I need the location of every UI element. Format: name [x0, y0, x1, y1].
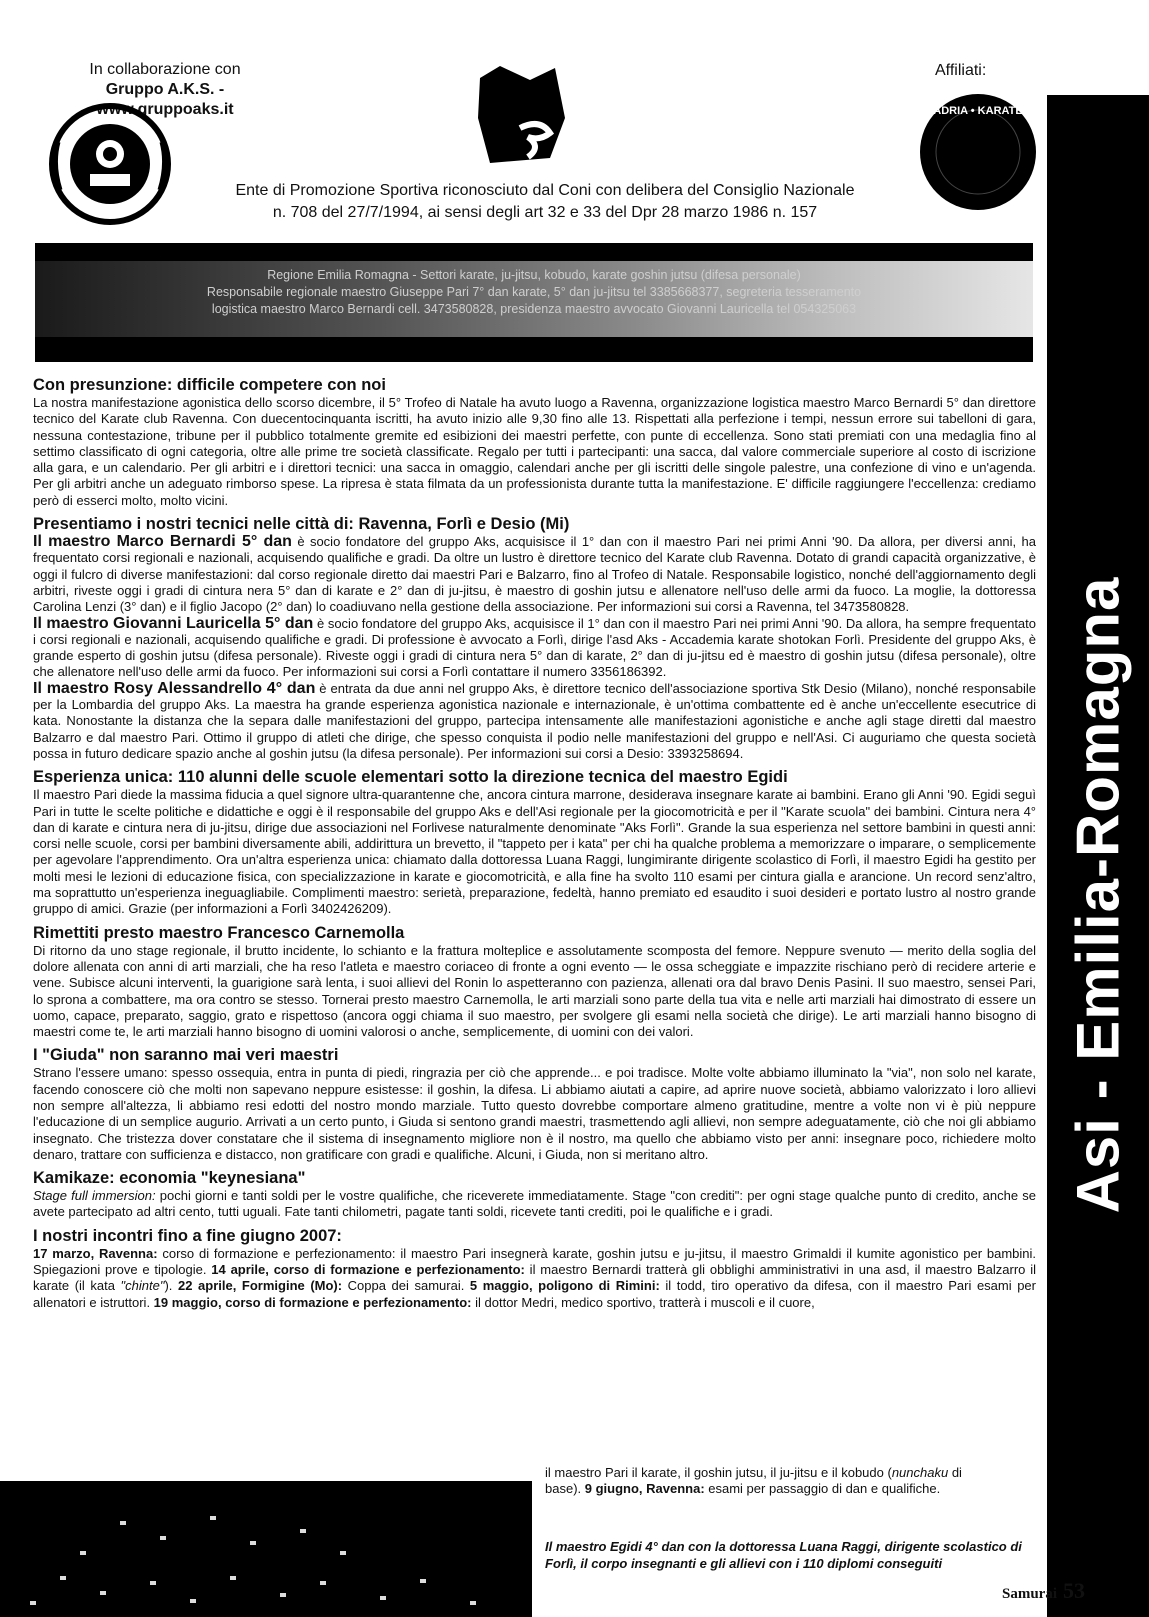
- fist-logo: [470, 58, 580, 168]
- event-1-date: 17 marzo, Ravenna:: [33, 1245, 158, 1261]
- section-title-esperienza: Esperienza unica: 110 alunni delle scuole elementari sotto la direzione tecnica del maestro Egidi: [33, 768, 788, 787]
- tail-line-1-text: il maestro Pari il karate, il goshin jutsu, il ju-jitsu e il kobudo (: [545, 1465, 892, 1480]
- page-footer: [1002, 1578, 1085, 1604]
- event-3-date: 22 aprile, Formigine (Mo):: [178, 1278, 343, 1294]
- section-text-kamikaze: [33, 1188, 1036, 1221]
- article-body: [33, 370, 1036, 1311]
- federation-logo: [918, 92, 1038, 212]
- banner-line-2: Responsabile regionale maestro Giuseppe Pari 7° dan karate, 5° dan ju-jitsu tel 3385668377, segreteria tesseramento: [206, 285, 862, 299]
- section-text-carnemolla: Di ritorno da uno stage regionale, il brutto incidente, lo schianto e la frattura molteplice e assolutamente scomposta del femore. Neppure svenuto — merito della soglia del dolore allenata con anni di arti marziali, che ha reso l'atleta e maestro coriaceo di fronte a ogni evento — le ossa scheggiate e impazzite rischiano però di recidere arterie e vene. Subisce alcuni interventi, la guarigione sarà lenta, i suoi allievi del Ronin lo aspetteranno con pazienza, allenati ora dal bravo Denis Pasini. Il suo maestro, sensei Pari, lo sprona a combattere, ma ora contro se stesso. Tornerai presto maestro Carnemolla, le arti marziali sono parte della tua vita e nelle arti marziali hai dimostrato di essere un uomo, capace, preparato, saggio, grato e rispettoso (ancora oggi chiama il suo maestro, per svolgere gli esami nella società che dirige). Le arti marziali hanno bisogno di maestri come te, le arti marziali hanno bisogno di uomini valorosi o anche, semplicemente, di uomini con dei valori.: [33, 942, 1036, 1040]
- events-tail-line-2: [545, 1481, 1035, 1497]
- bio-bernardi: [33, 534, 1036, 615]
- ente-line-1: Ente di Promozione Sportiva riconosciuto dal Coni con delibera del Consiglio Nazionale: [235, 182, 855, 199]
- section-text-presunzione: La nostra manifestazione agonistica dello scorso dicembre, il 5° Trofeo di Natale ha avuto luogo a Ravenna, organizzazione logistica maestro Marco Bernardi 5° dan direttore tecnico del Karate club Ravenna. Con duecentocinquanta iscritti, ha avuto inizio alle 9,30 fino alle 13. Rispettati alla perfezione i tempi, nessun errore sui tabelloni di gara, nessuna contestazione, tribune per il pubblico totalmente gremite ed esibizioni dei maestri perfette, con punte di eccellenza. Sono stati premiati con una medaglia fino al settimo classificato di ogni categoria, oltre alle prime tre società classificate. Regalo per tutti i partecipanti: una sacca, dal valore commerciale superiore al costo di iscrizione alla gara, e un calendario. Per gli arbitri e i direttori tecnici: una sacca in omaggio, calendari anche per gli iscritti delle singole palestre, una confezione di vino e un'agenda. Per gli arbitri anche un adeguato rimborso spese. La ripresa è stata filmata da un professionista durante tutta la manifestazione. E' difficile raggiungere l'eccellenza: crediamo però di esserci molto, molto vicini.: [33, 395, 1036, 508]
- section-title-carnemolla: Rimettiti presto maestro Francesco Carnemolla: [33, 923, 405, 942]
- region-banner: [35, 261, 1033, 337]
- event-2-kata: "chinte": [120, 1278, 165, 1294]
- section-title-giuda: I "Giuda" non saranno mai veri maestri: [33, 1046, 339, 1065]
- banner-line-1: Regione Emilia Romagna - Settori karate, ju-jitsu, kobudo, karate goshin jutsu (difesa personale): [267, 268, 801, 282]
- banner-line-3: logistica maestro Marco Bernardi cell. 3473580828, presidenza maestro avvocato Giovanni Lauricella tel 054325063: [211, 302, 857, 316]
- banner-bottom-rule: [35, 337, 1033, 362]
- bio-bernardi-text: è socio fondatore del gruppo Aks, acquisisce il 1° dan con il maestro Pari nei primi Anni '90. Da allora, per diversi anni, ha frequentato corsi regionali e nazionali, acquisendo qualifiche e gradi. Da oltre un lustro è direttore tecnico del Karate club Ravenna. Dotato di grandi capacità organizzative, è oggi il fulcro di diverse manifestazioni: dal corso regionale diretto dai maestri Pari e Balzarro, fino al Trofeo di Natale. Responsabile logistico, nonché dell'aggiornamento degli arbitri, riveste oggi i gradi di cintura nera 5° dan di karate e 2° dan di ju-jitsu, è maestro di goshin jutsu e allenatore nell'uso delle armi da fuoco. La moglie, la dottoressa Carolina Lenzi (3° dan) e il figlio Jacopo (2° dan) lo coadiuvano nella gestione della associazione. Per informazioni sui corsi a Ravenna, tel 3473580828.: [33, 534, 1037, 615]
- bio-alessandrello-name: Il maestro Rosy Alessandrello 4° dan: [33, 679, 316, 697]
- bio-lauricella: [33, 616, 1036, 681]
- page-number: 53: [1063, 1578, 1086, 1603]
- svg-text:ADRIA • KARATE: ADRIA • KARATE: [933, 105, 1023, 117]
- collab-line-1: In collaborazione con: [89, 61, 241, 78]
- event-1-text: corso di formazione e perfezionamento: il maestro Pari insegnerà karate, goshin jutsu e ju-jitsu, il maestro Grimaldi il kumite agonistico per bambini. Spiegazioni prove e tipologie.: [33, 1245, 1037, 1278]
- magazine-name: Samurai: [1002, 1586, 1058, 1602]
- event-4-date: 5 maggio, poligono di Rimini:: [469, 1278, 660, 1294]
- event-6-date: 9 giugno, Ravenna:: [584, 1481, 705, 1497]
- event-6-text: esami per passaggio di dan e qualifiche.: [704, 1481, 941, 1497]
- event-3-text: Coppa dei samurai.: [342, 1278, 470, 1294]
- tail-line-2-text: base).: [545, 1481, 585, 1497]
- aks-logo: [48, 102, 172, 226]
- kamikaze-lead: Stage full immersion:: [33, 1188, 156, 1204]
- section-text-giuda: Strano l'essere umano: spesso ossequia, entra in punta di piedi, ringrazia per ciò che apprende... e poi tradisce. Molte volte abbiamo illuminato la "via", non solo nel karate, facendo conoscere ciò che molti non sapevano neppure esistesse: il goshin, la difesa. Li abbiamo aiutati a capire, ad aprire nuove società, abbiamo valorizzato i loro allievi non sempre all'altezza, li abbiamo resi edotti del nostro mondo marziale. Tutto questo dovrebbe comportare almeno gratitudine, mentre a volte non vi è più neppure l'educazione di un semplice augurio. Arrivati a un certo punto, i Giuda si sentono grandi maestri, trasmettendo agli allievi, non sempre adeguatamente, ciò che noi gli abbiamo insegnato. Che tristezza dover constatare che il sistema di insegnamento migliore non è il nostro, ma quello che abbiamo visto per anni: insegnare poco, richiedere molto denaro, trattare con sufficienza e distacco, non gratificare con gradi e qualifiche. Alcuni, i Giuda, non si meritano altro.: [33, 1065, 1036, 1162]
- events-list: [33, 1246, 1036, 1311]
- bio-bernardi-name: Il maestro Marco Bernardi 5° dan: [33, 533, 292, 551]
- bio-lauricella-name: Il maestro Giovanni Lauricella 5° dan: [33, 614, 314, 632]
- ente-promotion-note: [195, 180, 895, 224]
- event-2-end: ).: [164, 1278, 178, 1294]
- tail-line-1-end: di: [948, 1465, 962, 1480]
- bio-lauricella-text: è socio fondatore del gruppo Aks, acquisisce il 1° dan con il maestro Pari nei primi Anni '90. Da allora, ha sempre frequentato i corsi regionali e nazionali, acquisendo qualifiche e gradi. Di professione è avvocato a Forlì, dirige l'asd Aks - Accademia karate shotokan Forlì. Presidente del gruppo Aks, è grande esperto di goshin jutsu (difesa personale). Riveste oggi i gradi di cintura nera 5° dan di karate, 2° dan di ju-jitsu ed è maestro di goshin jutsu (difesa personale), oltre che allenatore nell'uso delle armi da fuoco. Per informazioni sui corsi a Forlì contattare il numero 3356186392.: [33, 615, 1037, 680]
- banner-top-rule: [35, 243, 1033, 261]
- section-title-presunzione: Con presunzione: difficile competere con noi: [33, 376, 386, 394]
- event-5-text: il dottor Medri, medico sportivo, tratterà i muscoli e il cuore,: [471, 1294, 815, 1310]
- ente-line-2: n. 708 del 27/7/1994, ai sensi degli art 32 e 33 del Dpr 28 marzo 1986 n. 157: [272, 204, 818, 221]
- section-title-incontri: I nostri incontri fino a fine giugno 2007:: [33, 1226, 342, 1245]
- section-title-tecnici: Presentiamo i nostri tecnici nelle città di: Ravenna, Forlì e Desio (Mi): [33, 515, 570, 534]
- tail-nunchaku: nunchaku: [891, 1465, 949, 1480]
- section-text-esperienza: Il maestro Pari diede la massima fiducia a quel signore ultra-quarantenne che, ancora cintura marrone, desiderava insegnare karate ai bambini. Erano gli Anni '90. Egidi seguì Pari in tutte le scelte politiche e didattiche e oggi è il responsabile del gruppo Aks e dell'Asi regionale per la giocomotricità e per il "Karate scuola" dei bambini. Cintura nera 4° dan di karate e cintura nera di ju-jitsu, dirige due associazioni nel Forlivese naturalmente denominate "Aks Forlì". Grande la sua esperienza nel settore bambini in questi anni: corsi nelle scuole, corsi per bambini diversamente abili, addirittura un brevetto, il "tappeto per i kata" per chi ha qualche problema a memorizzare o imparare, o semplicemente per agevolare l'apprendimento. Ora un'altra esperienza unica: chiamato dalla dottoressa Luana Raggi, lungimirante dirigente scolastico di Forlì, il maestro Egidi ha gestito per molti mesi le lezioni di educazione fisica, con specializzazione in karate e giocomotricità, e alla fine ha svolto 110 esami per cintura gialla e arancione. Un record senz'altro, ma soprattutto un'esperienza ineguagliabile. Complimenti maestro: serietà, preparazione, fedeltà, hanno premiato ed esaudito i suoi desideri e portato lustro al nostro grande gruppo di amici. Grazie (per informazioni a Forlì 3402426209).: [33, 787, 1036, 917]
- sidebar-title: Asi - Emilia-Romagna: [1064, 576, 1132, 1214]
- event-5-date: 19 maggio, corso di formazione e perfezionamento:: [153, 1294, 472, 1310]
- event-2-text: il maestro Bernardi tratterà gli obblighi amministrativi in una asd, il maestro Balzarro il karate (il kata: [33, 1262, 1037, 1294]
- affiliati-label: Affiliati:: [935, 62, 987, 79]
- section-title-kamikaze: Kamikaze: economia "keynesiana": [33, 1169, 306, 1188]
- collab-line-2: Gruppo A.K.S. - www.gruppoaks.it: [96, 81, 234, 118]
- photo-caption: Il maestro Egidi 4° dan con la dottoressa Luana Raggi, dirigente scolastico di Forlì, il corpo insegnanti e gli allievi con i 110 diplomi conseguiti: [545, 1539, 1022, 1571]
- group-photo: [0, 1481, 532, 1617]
- section-sidebar: [1047, 95, 1149, 1617]
- events-tail: [545, 1465, 1035, 1498]
- events-tail-line-1: [545, 1465, 1035, 1481]
- kamikaze-text: pochi giorni e tanti soldi per le vostre qualifiche, che riceverete immediatamente. Stage "con crediti": per ogni stage qualche punto di credito, anche se avete partecipato ad altri cento, tutti uguali. Fate tanti chilometri, pagate tanti soldi, ricevete tanti crediti, poi le qualifiche e i gradi.: [33, 1188, 1036, 1220]
- bio-alessandrello-text: è entrata da due anni nel gruppo Aks, è direttore tecnico dell'associazione sportiva Stk Desio (Milano), nonché responsabile per la Lombardia del gruppo Aks. La maestra ha grande esperienza agonistica nazionale e internazionale, è un'ottima combattente ed è anche un'eccellente esecutrice di kata. Nonostante la distanza che la separa dalle manifestazioni del gruppo, partecipa intensamente alle manifestazioni agonistiche e anche agli stage diretti dal maestro Balzarro e dal maestro Pari. Ottimo il gruppo di atleti che dirige, che spesso conquista il podio nelle manifestazioni del gruppo e nell'Asi. Ci auguriamo che questa società possa in futuro dedicare spazio anche al goshin jutsu (la difesa personale). Per informazioni sui corsi a Desio: 3393258694.: [33, 680, 1036, 761]
- event-2-date: 14 aprile, corso di formazione e perfezionamento:: [211, 1262, 525, 1278]
- bio-alessandrello: [33, 681, 1036, 762]
- event-4-text: il todd, tiro operativo da difesa, con il maestro Pari esami per allenatori e istruttori.: [33, 1278, 1036, 1310]
